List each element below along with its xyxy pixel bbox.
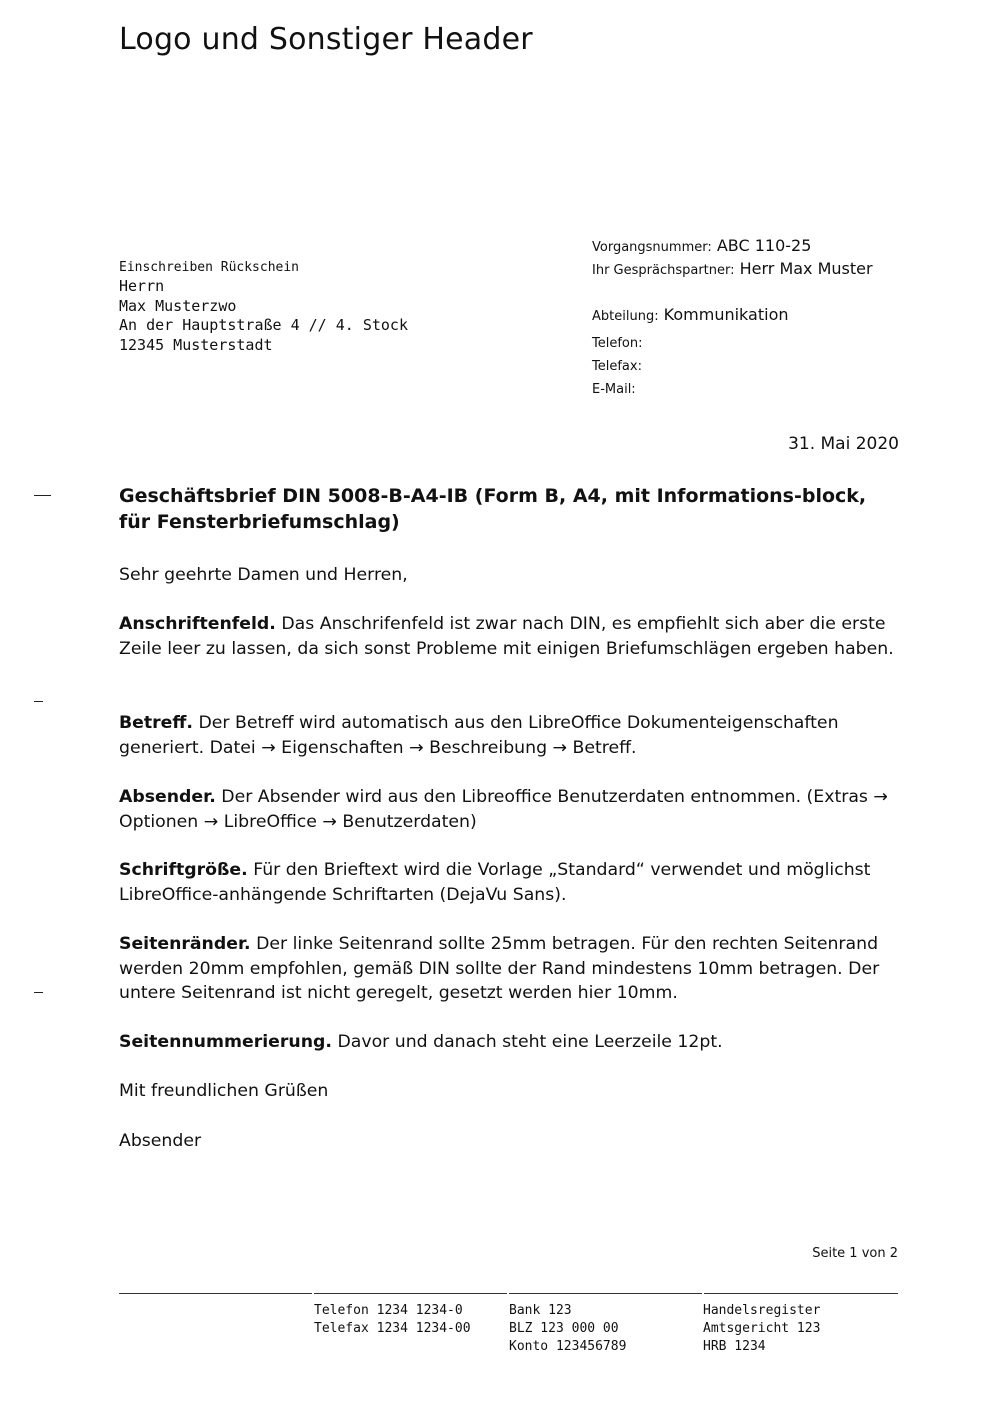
recipient-remark: Einschreiben Rückschein [119,260,300,275]
footer-divider [509,1293,702,1294]
paragraph-heading: Seitenränder. [119,934,251,954]
info-abteilung-label: Abteilung: [592,309,659,324]
footer-line-text: Amtsgericht 123 [703,1321,821,1336]
footer-register [703,1302,820,1356]
fold-mark-top [34,495,51,496]
footer-line-text: Telefax 1234 1234-00 [314,1321,471,1336]
subject-line: Geschäftsbrief DIN 5008-B-A4-IB (Form B, A4, mit Informations-block, für Fensterbriefumschlag) [119,485,867,533]
info-email [592,378,636,397]
paragraph-heading: Betreff. [119,713,193,733]
letter-date: 31. Mai 2020 [788,434,899,454]
footer-divider [119,1293,312,1294]
footer-line-text: Bank 123 [509,1303,572,1318]
footer-line-text: Konto 123456789 [509,1339,627,1354]
info-telefax [592,355,642,374]
punch-mark [34,701,43,702]
paragraph-text: Davor und danach steht eine Leerzeile 12pt. [331,1032,723,1052]
paragraph-heading: Seitennummerierung. [119,1032,332,1052]
paragraph [119,932,904,1006]
paragraph-heading: Absender. [119,787,216,807]
info-telefon-label: Telefon: [592,336,643,351]
closing: Mit freundlichen Grüßen [119,1081,329,1101]
info-email-label: E-Mail: [592,382,636,397]
info-abteilung-value: Kommunikation [663,305,789,324]
info-abteilung [592,305,789,324]
info-partner [592,259,873,278]
paragraph-heading: Schriftgröße. [119,860,248,880]
paragraph-text: Der linke Seitenrand sollte 25mm betragen. Für den rechten Seitenrand werden 20mm empfohlen, gemäß DIN sollte der Rand mindestens 10mm betragen. Der untere Seitenrand ist nicht geregelt, gesetzt werden hier 10mm. [119,934,880,1004]
paragraph-heading: Anschriftenfeld. [119,614,276,634]
footer-line-text: HRB 1234 [703,1339,766,1354]
recipient-line: 12345 Musterstadt [119,335,273,354]
paragraph [119,858,904,907]
salutation: Sehr geehrte Damen und Herren, [119,565,408,585]
header-title: Logo und Sonstiger Header [119,22,533,57]
footer-divider [314,1293,507,1294]
fold-mark-bottom [34,992,43,993]
paragraph [119,1030,904,1055]
footer-bank [509,1302,626,1356]
recipient-address [119,258,408,355]
paragraph-text: Der Betreff wird automatisch aus den LibreOffice Dokumenteigenschaften generiert. Datei → Eigenschaften → Beschreibung → Betreff. [119,713,839,758]
recipient-line: Herrn [119,277,165,295]
sender-name: Absender [119,1131,202,1151]
paragraph-text: Für den Brieftext wird die Vorlage „Standard“ verwendet und möglichst LibreOffice-anhängende Schriftarten (DejaVu Sans). [119,860,871,905]
info-telefon [592,332,643,351]
info-telefax-label: Telefax: [592,359,642,374]
footer-line-text: Telefon 1234 1234-0 [314,1303,463,1318]
paragraph-text: Der Absender wird aus den Libreoffice Benutzerdaten entnommen. (Extras → Optionen → LibreOffice → Benutzerdaten) [119,787,888,832]
paragraph [119,785,904,834]
page-number: Seite 1 von 2 [812,1246,898,1261]
footer-contact [314,1302,471,1338]
recipient-line: An der Hauptstraße 4 // 4. Stock [119,316,408,334]
recipient-line: Max Musterzwo [119,296,237,315]
paragraph [119,711,904,760]
info-partner-value: Herr Max Muster [739,259,873,278]
info-partner-label: Ihr Gesprächspartner: [592,263,735,278]
paragraph-text: Das Anschrifenfeld ist zwar nach DIN, es empfiehlt sich aber die erste Zeile leer zu lassen, da sich sonst Probleme mit einigen Briefumschlägen ergeben haben. [119,614,894,659]
footer-divider [704,1293,898,1294]
info-vorgang-value: ABC 110-25 [716,236,812,255]
info-vorgang-label: Vorgangsnummer: [592,240,712,255]
info-vorgang [592,236,811,255]
footer-line-text: Handelsregister [703,1303,821,1318]
paragraph [119,612,904,661]
footer-line-text: BLZ 123 000 00 [509,1321,619,1336]
